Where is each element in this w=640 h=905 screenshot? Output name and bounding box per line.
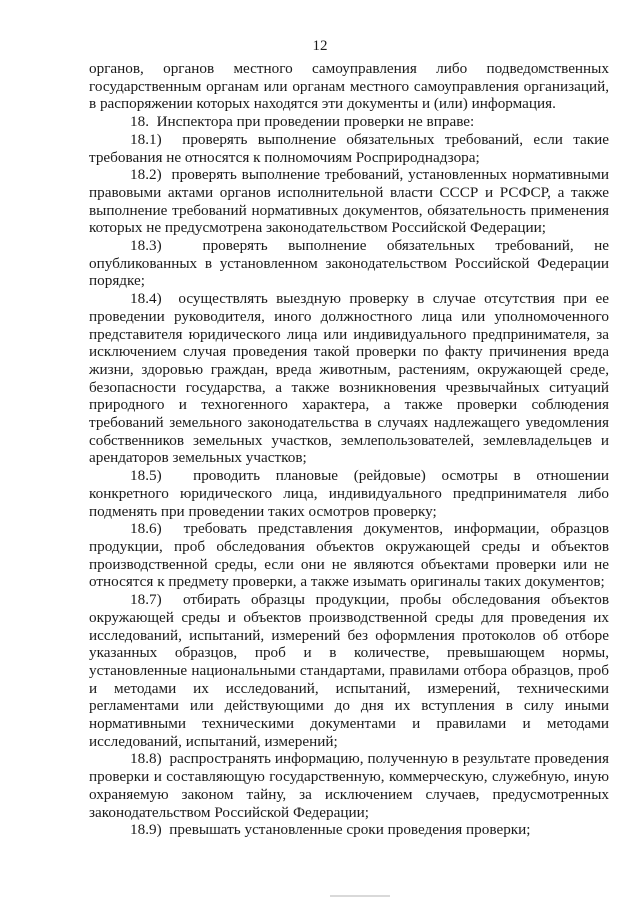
paragraph-18-2 [89, 166, 609, 237]
paragraph-number: 18.8) [130, 750, 162, 768]
paragraph-text: проверять выполнение обязательных требований, не опубликованных в установленном законодательством Российской Федерации порядке; [89, 237, 610, 290]
paragraph-number: 18.2) [130, 166, 162, 184]
paragraph-number: 18.6) [130, 520, 162, 538]
scan-artifact [330, 895, 390, 897]
paragraph-number: 18.5) [130, 467, 162, 485]
paragraph-text: органов, органов местного самоуправления либо подведомственных государственным органам или органам местного самоуправления организаций, в распоряжении которых находятся эти документы и (или) информация. [89, 60, 609, 113]
paragraph-text: распространять информацию, полученную в результате проведения проверки и составляющую государственную, коммерческую, служебную, иную охраняемую законом тайну, за исключением случаев, предусмотренных законодательством Российской Федерации; [89, 750, 610, 821]
paragraph-text: осуществлять выездную проверку в случае отсутствия при ее проведении руководителя, иного должностного лица или уполномоченного представителя юридического лица или индивидуального предпринимателя, за исключением случая проведения такой проверки по факту причинения вреда жизни, здоровью граждан, вреда животным, растениям, окружающей среде, безопасности государства, а также возникновения чрезвычайных ситуаций природного и техногенного характера, а также проверки соблюдения требований земельного законодательства в случаях надлежащего уведомления собственников земельных участков, землепользователей, землевладельцев и арендаторов земельных участков; [89, 290, 609, 467]
paragraph-18-5 [89, 467, 609, 520]
paragraph-18-4 [89, 290, 609, 467]
paragraph-18-9 [89, 821, 609, 839]
paragraph-18-8 [89, 750, 609, 821]
paragraph-text: проверять выполнение требований, установленных нормативными правовыми актами органов исполнительной власти СССР и РСФСР, а также выполнение требований нормативных документов, обязательность применения которых не предусмотрена законодательством Российской Федерации; [89, 166, 610, 237]
paragraph-18-3 [89, 237, 609, 290]
paragraph-text: проводить плановые (рейдовые) осмотры в отношении конкретного юридического лица, индивидуального предпринимателя либо подменять при проведении таких осмотров проверку; [89, 467, 609, 520]
document-body [89, 60, 609, 839]
paragraph-text: проверять выполнение обязательных требований, если такие требования не относятся к полномочиям Росприроднадзора; [89, 130, 610, 166]
paragraph-number: 18.9) [130, 821, 162, 839]
paragraph-number: 18.3) [130, 237, 162, 255]
paragraph-number: 18.4) [130, 290, 162, 308]
paragraph-18-1 [89, 131, 609, 166]
paragraph-text: отбирать образцы продукции, пробы обследования объектов окружающей среды и объектов производственной среды для проведения их исследований, испытаний, измерений без оформления протоколов об отборе указанных образцов, проб и в количестве, превышающем нормы, установленные национальными стандартами, правилами отбора образцов, проб и методами их исследований, испытаний, измерений, техническими регламентами или действующими до дня их вступления в силу иными нормативными техническими документами и правилами и методами исследований, испытаний, измерений; [89, 591, 609, 750]
paragraph-continuation [89, 60, 609, 113]
paragraph-18 [89, 113, 609, 131]
paragraph-number: 18. [130, 113, 149, 131]
paragraph-text: требовать представления документов, информации, образцов продукции, проб обследования объектов окружающей среды и объектов производственной среды, если они не являются объектами проверки или не относятся к предмету проверки, а также изымать оригиналы таких документов; [89, 520, 610, 591]
paragraph-number: 18.7) [130, 591, 162, 609]
page-number: 12 [312, 38, 328, 54]
paragraph-number: 18.1) [130, 130, 162, 148]
paragraph-18-6 [89, 520, 609, 591]
paragraph-text: превышать установленные сроки проведения проверки; [169, 821, 531, 839]
paragraph-text: Инспектора при проведении проверки не вправе: [156, 113, 475, 131]
paragraph-18-7 [89, 591, 609, 750]
